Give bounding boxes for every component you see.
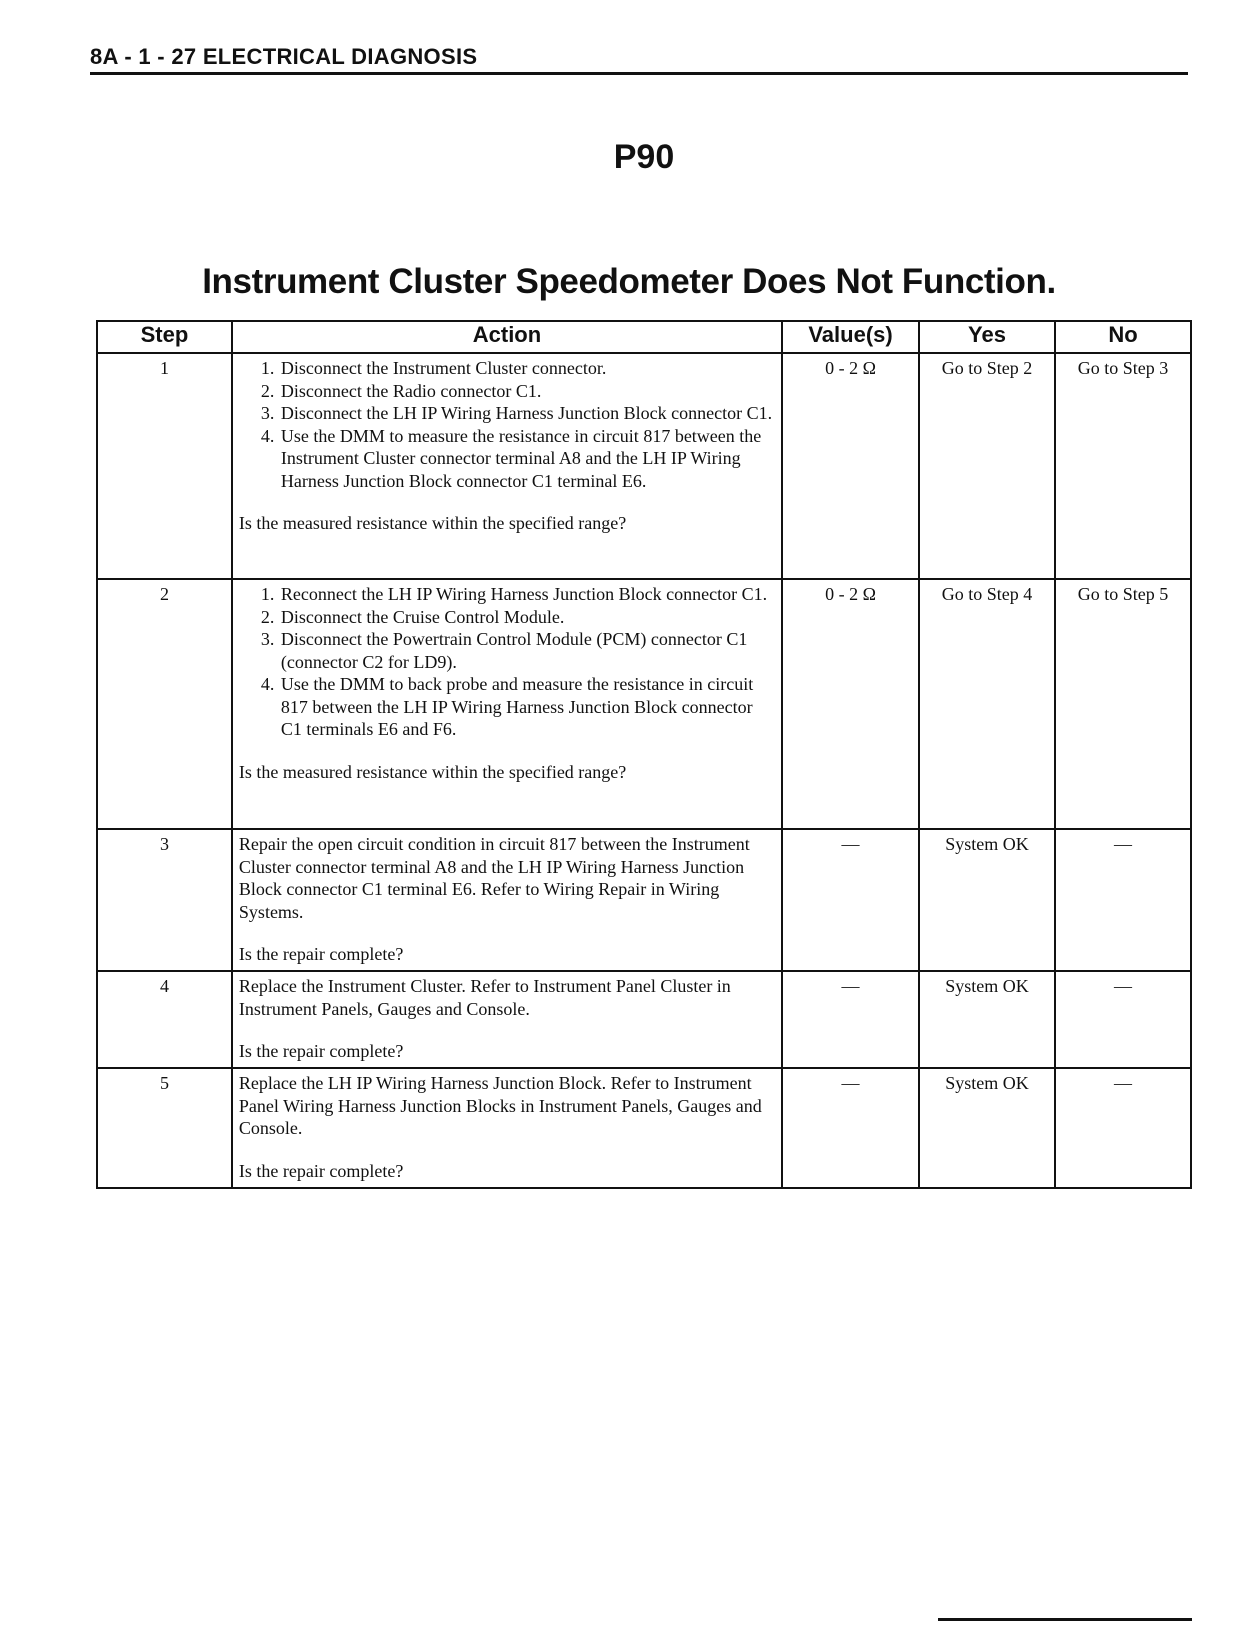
action-cell [232, 971, 782, 1068]
action-question: Is the repair complete? [238, 1160, 404, 1181]
yes-cell: Go to Step 4 [919, 579, 1055, 829]
action-question: Is the measured resistance within the specified range? [238, 513, 627, 533]
action-list [239, 583, 775, 741]
yes-cell: System OK [919, 829, 1055, 971]
col-header-no: No [1055, 321, 1191, 353]
page-title: Instrument Cluster Speedometer Does Not Function. [202, 262, 1056, 301]
no-cell: — [1055, 971, 1191, 1068]
footer-rule [938, 1618, 1192, 1621]
table-row [97, 1068, 1191, 1188]
action-cell [232, 829, 782, 971]
action-item: 4. Use the DMM to measure the resistance in circuit 817 between the Instrument Cluster connector terminal A8 and the LH IP Wiring Harness Junction Block connector C1 terminal E6. [279, 425, 775, 493]
action-cell [232, 353, 782, 579]
value-cell: — [782, 1068, 919, 1188]
no-cell: — [1055, 1068, 1191, 1188]
step-number: 5 [97, 1068, 232, 1188]
action-text: Repair the open circuit condition in circuit 817 between the Instrument Cluster connector terminal A8 and the LH IP Wiring Harness Junction Block connector C1 terminal E6. Refer to Wiring Repair in Wiring Systems. [238, 834, 750, 922]
diagnostic-table [96, 320, 1192, 1189]
action-question: Is the measured resistance within the specified range? [238, 761, 627, 782]
table-header-row [97, 321, 1191, 353]
no-cell: — [1055, 829, 1191, 971]
value-cell: 0 - 2 Ω [782, 353, 919, 579]
yes-cell: Go to Step 2 [919, 353, 1055, 579]
action-item: 2. Disconnect the Cruise Control Module. [279, 606, 775, 629]
col-header-yes: Yes [919, 321, 1055, 353]
action-text: Replace the LH IP Wiring Harness Junction Block. Refer to Instrument Panel Wiring Harness Junction Blocks in Instrument Panels, Gauges and Console. [238, 1073, 762, 1138]
col-header-action: Action [232, 321, 782, 353]
col-header-values: Value(s) [782, 321, 919, 353]
yes-cell: System OK [919, 971, 1055, 1068]
step-number: 4 [97, 971, 232, 1068]
action-question: Is the repair complete? [238, 1041, 404, 1061]
action-item: 3. Disconnect the LH IP Wiring Harness Junction Block connector C1. [279, 402, 775, 425]
diagnostic-code: P90 [613, 138, 675, 176]
value-cell: — [782, 971, 919, 1068]
table-row [97, 971, 1191, 1068]
yes-cell: System OK [919, 1068, 1055, 1188]
value-cell: 0 - 2 Ω [782, 579, 919, 829]
page-header: 8A - 1 - 27 ELECTRICAL DIAGNOSIS [90, 44, 1188, 75]
step-number: 2 [97, 579, 232, 829]
action-list [239, 357, 775, 492]
action-text: Replace the Instrument Cluster. Refer to Instrument Panel Cluster in Instrument Panels, Gauges and Console. [238, 976, 731, 1019]
step-number: 1 [97, 353, 232, 579]
action-item: 1. Reconnect the LH IP Wiring Harness Junction Block connector C1. [279, 583, 775, 606]
no-cell: Go to Step 5 [1055, 579, 1191, 829]
table-row [97, 353, 1191, 579]
action-question: Is the repair complete? [238, 944, 404, 964]
action-cell [232, 1068, 782, 1188]
action-item: 2. Disconnect the Radio connector C1. [279, 380, 775, 403]
col-header-step: Step [97, 321, 232, 353]
action-cell [232, 579, 782, 829]
action-item: 3. Disconnect the Powertrain Control Module (PCM) connector C1 (connector C2 for LD9). [279, 628, 775, 673]
table-row [97, 829, 1191, 971]
action-item: 4. Use the DMM to back probe and measure the resistance in circuit 817 between the LH IP Wiring Harness Junction Block connector C1 terminals E6 and F6. [279, 673, 775, 741]
step-number: 3 [97, 829, 232, 971]
value-cell: — [782, 829, 919, 971]
action-item: 1. Disconnect the Instrument Cluster connector. [279, 357, 775, 380]
no-cell: Go to Step 3 [1055, 353, 1191, 579]
table-row [97, 579, 1191, 829]
